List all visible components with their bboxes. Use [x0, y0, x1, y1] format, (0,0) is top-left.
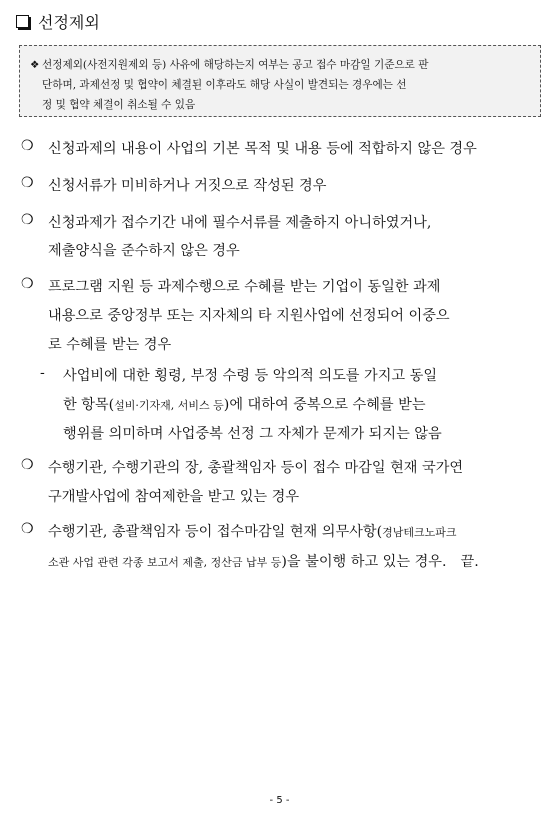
- diamond-bullet-icon: ❖: [30, 59, 40, 71]
- item-text: )에 대하여 중복으로 수혜를 받는: [223, 397, 426, 413]
- item-line: 행위를 의미하며 사업중복 선정 그 자체가 문제가 되지는 않음: [63, 426, 442, 442]
- notice-text: 정 및 협약 체결이 취소될 수 있음: [42, 99, 196, 111]
- item-line: 프로그램 지원 등 과제수행으로 수혜를 받는 기업이 동일한 과제: [48, 279, 441, 295]
- page-number: - 5 -: [269, 795, 290, 806]
- item-line: [48, 551, 479, 571]
- circle-bullet-icon: ❍: [21, 276, 34, 292]
- section-title-text: 선정제외: [38, 13, 100, 32]
- circle-bullet-icon: ❍: [21, 175, 34, 191]
- item-line: 사업비에 대한 횡령, 부정 수령 등 악의적 의도를 가지고 동일: [63, 368, 438, 384]
- item-line: 제출양식을 준수하지 않은 경우: [48, 243, 240, 259]
- circle-bullet-icon: ❍: [21, 521, 34, 537]
- item-text-small: 설비·기자재, 서비스 등: [114, 399, 224, 412]
- item-line: 로 수혜를 받는 경우: [48, 337, 172, 353]
- circle-bullet-icon: ❍: [21, 212, 34, 228]
- item-line: [48, 521, 457, 541]
- item-text-small: 소관 사업 관련 각종 보고서 제출, 정산금 납부 등: [48, 556, 282, 569]
- item-line: 수행기관, 수행기관의 장, 총괄책임자 등이 접수 마감일 현재 국가연: [48, 460, 464, 476]
- item-line: 신청서류가 미비하거나 거짓으로 작성된 경우: [48, 178, 327, 194]
- circle-bullet-icon: ❍: [21, 138, 34, 154]
- notice-line: [30, 75, 530, 95]
- item-line: 내용으로 중앙정부 또는 지자체의 타 지원사업에 선정되어 이중으: [48, 308, 450, 324]
- notice-line: [30, 55, 530, 75]
- item-text: )을 불이행 하고 있는 경우.: [281, 554, 447, 570]
- item-line: [63, 394, 426, 414]
- circle-bullet-icon: ❍: [21, 457, 34, 473]
- end-mark: 끝.: [460, 554, 479, 570]
- notice-text: 선정제외(사전지원제외 등) 사유에 해당하는지 여부는 공고 접수 마감일 기준으로 판: [42, 59, 429, 71]
- dash-bullet: -: [40, 365, 45, 381]
- item-line: 신청과제가 접수기간 내에 필수서류를 제출하지 아니하였거나,: [48, 215, 432, 231]
- item-text: 한 항목(: [63, 397, 115, 413]
- notice-text: 단하며, 과제선정 및 협약이 체결된 이후라도 해당 사실이 발견되는 경우에는 선: [42, 79, 407, 91]
- notice-box: [19, 45, 541, 117]
- section-title: [16, 10, 100, 33]
- checkbox-square-icon: [16, 15, 29, 28]
- item-line: 신청과제의 내용이 사업의 기본 목적 및 내용 등에 적합하지 않은 경우: [48, 141, 477, 157]
- item-line: 구개발사업에 참여제한을 받고 있는 경우: [48, 489, 300, 505]
- item-text-small: 경남테크노파크: [382, 526, 457, 539]
- item-text: 수행기관, 총괄책임자 등이 접수마감일 현재 의무사항(: [48, 524, 383, 540]
- notice-line: [30, 95, 530, 115]
